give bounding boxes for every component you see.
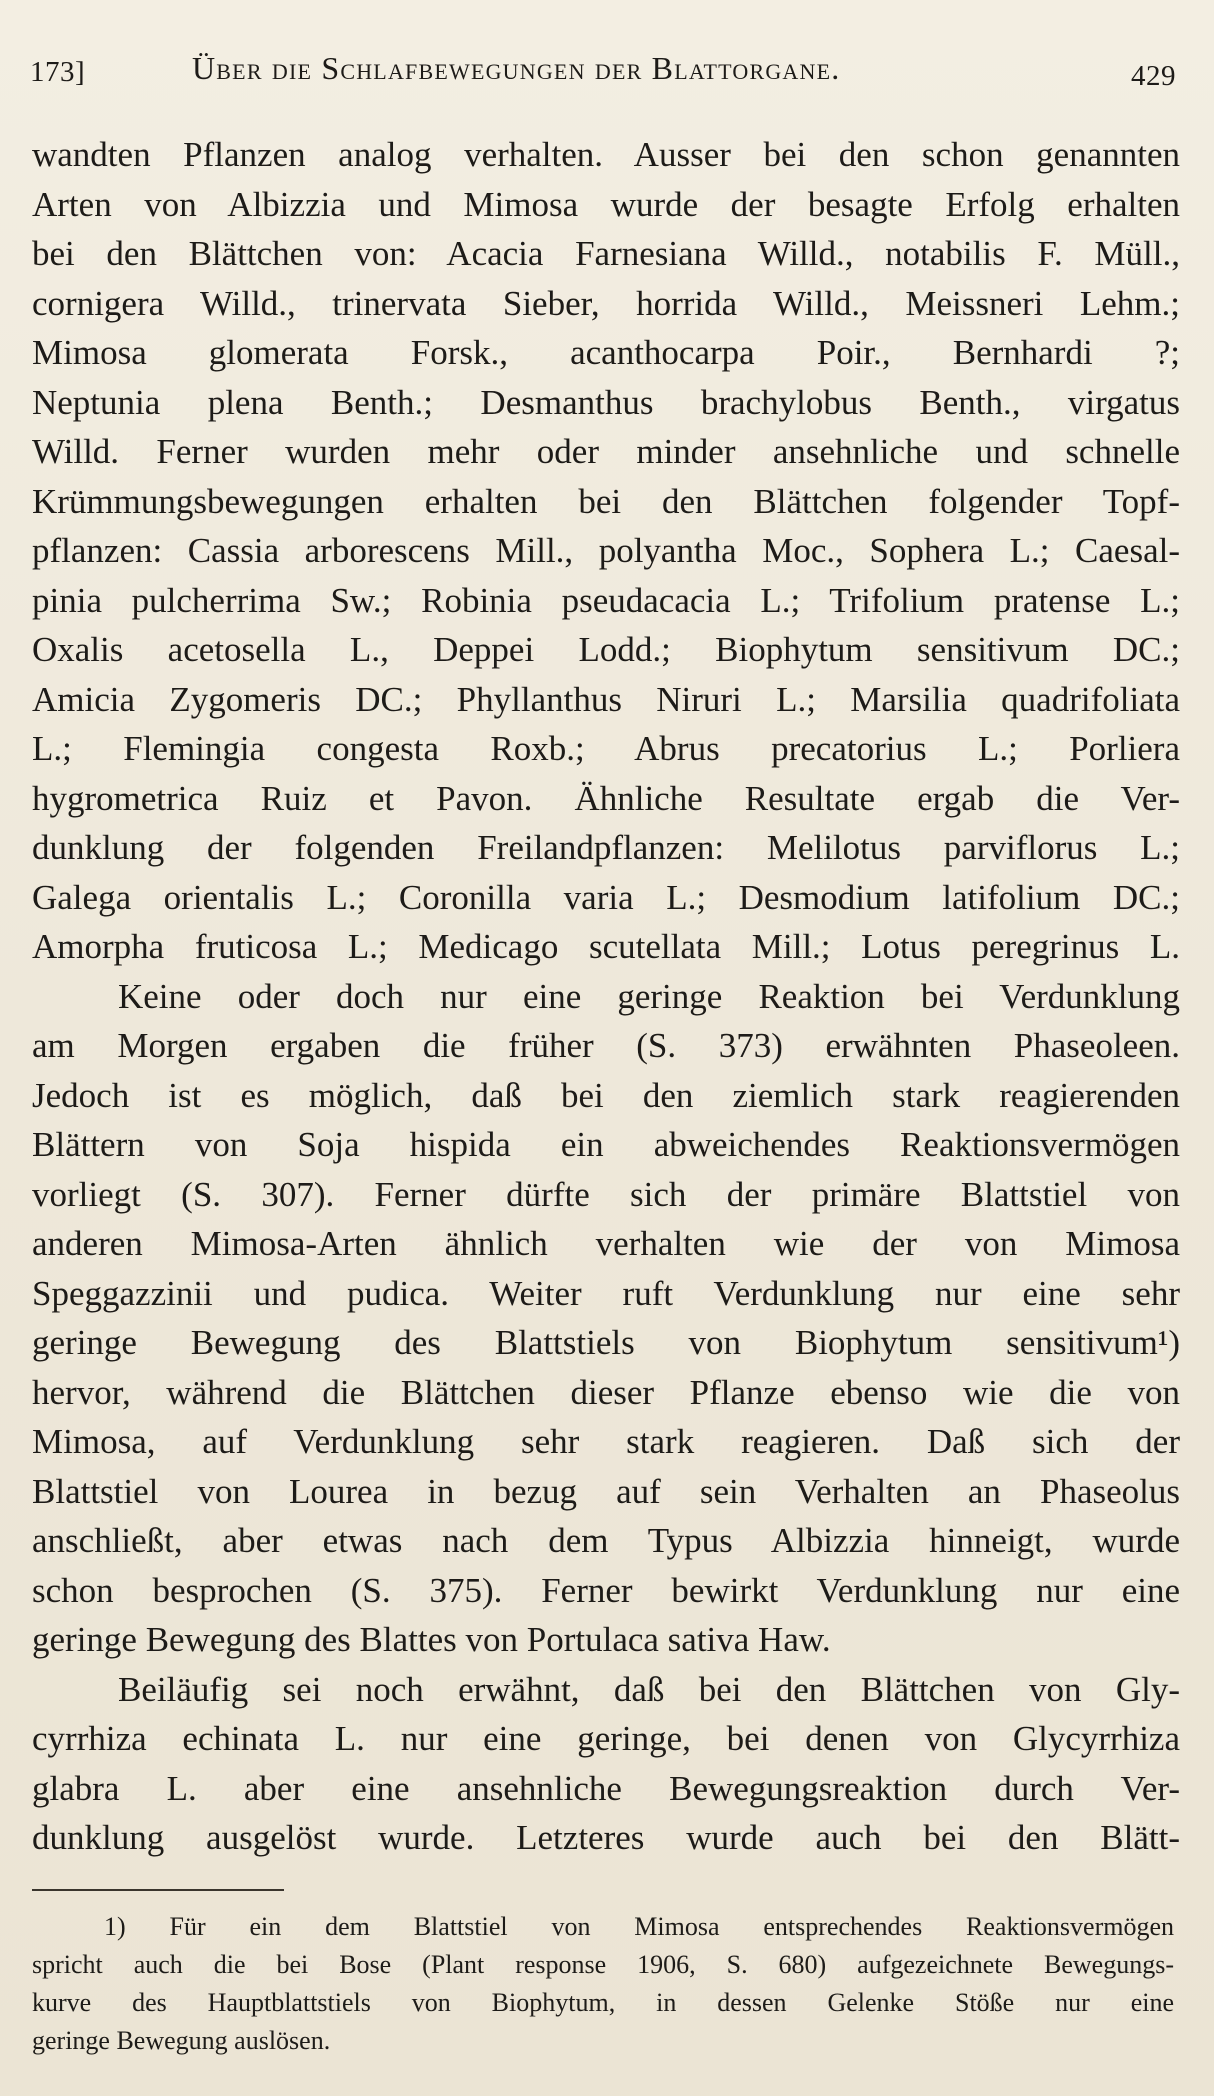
text-line: wandten Pflanzen analog verhalten. Ausser bei den schon genannten bbox=[32, 135, 1180, 174]
text-line: geringe Bewegung des Blattes von Portulaca sativa Haw. bbox=[32, 1620, 831, 1659]
text-line: cyrrhiza echinata L. nur eine geringe, bei denen von Glycyrrhiza bbox=[32, 1719, 1180, 1758]
section-marker: 173] bbox=[30, 56, 86, 88]
running-head bbox=[30, 46, 1176, 96]
text-line: anderen Mimosa-Arten ähnlich verhalten wie der von Mimosa bbox=[32, 1224, 1180, 1263]
text-line: L.; Flemingia congesta Roxb.; Abrus precatorius L.; Porliera bbox=[32, 729, 1180, 768]
text-line: dunklung ausgelöst wurde. Letzteres wurde auch bei den Blätt- bbox=[32, 1818, 1180, 1857]
text-line: geringe Bewegung des Blattstiels von Biophytum sensitivum¹) bbox=[32, 1323, 1180, 1362]
text-line: Amorpha fruticosa L.; Medicago scutellata Mill.; Lotus peregrinus L. bbox=[32, 927, 1180, 966]
footnotes bbox=[32, 1908, 1174, 2060]
page-number: 429 bbox=[1131, 60, 1176, 92]
footnote-rule bbox=[32, 1889, 284, 1891]
text-line: pflanzen: Cassia arborescens Mill., polyantha Moc., Sophera L.; Caesal- bbox=[32, 531, 1180, 570]
text-line: pinia pulcherrima Sw.; Robinia pseudacacia L.; Trifolium pratense L.; bbox=[32, 580, 1180, 620]
text-line: hygrometrica Ruiz et Pavon. Ähnliche Resultate ergab die Ver- bbox=[32, 778, 1180, 818]
text-line: Mimosa glomerata Forsk., acanthocarpa Poir., Bernhardi ?; bbox=[32, 333, 1180, 372]
text-line: Keine oder doch nur eine geringe Reaktion bei Verdunklung bbox=[118, 976, 1180, 1016]
text-line: Beiläufig sei noch erwähnt, daß bei den Blättchen von Gly- bbox=[118, 1669, 1180, 1709]
text-line: bei den Blättchen von: Acacia Farnesiana Willd., notabilis F. Müll., bbox=[32, 234, 1180, 273]
text-line: Oxalis acetosella L., Deppei Lodd.; Biophytum sensitivum DC.; bbox=[32, 630, 1180, 669]
text-line: cornigera Willd., trinervata Sieber, horrida Willd., Meissneri Lehm.; bbox=[32, 283, 1180, 323]
text-line: schon besprochen (S. 375). Ferner bewirkt Verdunklung nur eine bbox=[32, 1570, 1180, 1610]
text-line: Amicia Zygomeris DC.; Phyllanthus Niruri L.; Marsilia quadrifoliata bbox=[32, 679, 1180, 719]
text-line: Galega orientalis L.; Coronilla varia L.; Desmodium latifolium DC.; bbox=[32, 877, 1180, 917]
text-line: glabra L. aber eine ansehnliche Bewegungsreaktion durch Ver- bbox=[32, 1768, 1180, 1808]
footnote-line: 1) Für ein dem Blattstiel von Mimosa entsprechendes Reaktionsvermögen bbox=[104, 1912, 1174, 1941]
text-line: vorliegt (S. 307). Ferner dürfte sich der primäre Blattstiel von bbox=[32, 1174, 1180, 1214]
text-line: anschließt, aber etwas nach dem Typus Albizzia hinneigt, wurde bbox=[32, 1521, 1180, 1560]
footnote-line: geringe Bewegung auslösen. bbox=[32, 2026, 331, 2055]
text-line: Willd. Ferner wurden mehr oder minder ansehnliche und schnelle bbox=[32, 432, 1180, 471]
body-text bbox=[32, 130, 1180, 1863]
text-line: Krümmungsbewegungen erhalten bei den Blättchen folgender Topf- bbox=[32, 481, 1180, 521]
footnote-line: kurve des Hauptblattstiels von Biophytum, in dessen Gelenke Stöße nur eine bbox=[32, 1988, 1174, 2017]
running-title: Über die Schlafbewegungen der Blattorgane. bbox=[192, 50, 841, 86]
text-line: Arten von Albizzia und Mimosa wurde der besagte Erfolg erhalten bbox=[32, 184, 1180, 224]
text-line: Blattstiel von Lourea in bezug auf sein Verhalten an Phaseolus bbox=[32, 1471, 1180, 1511]
text-line: am Morgen ergaben die früher (S. 373) erwähnten Phaseoleen. bbox=[32, 1026, 1180, 1065]
text-line: hervor, während die Blättchen dieser Pflanze ebenso wie die von bbox=[32, 1372, 1180, 1412]
text-line: Blättern von Soja hispida ein abweichendes Reaktionsvermögen bbox=[32, 1125, 1180, 1164]
text-line: Neptunia plena Benth.; Desmanthus brachylobus Benth., virgatus bbox=[32, 382, 1180, 422]
text-line: Mimosa, auf Verdunklung sehr stark reagieren. Daß sich der bbox=[32, 1422, 1180, 1461]
text-line: dunklung der folgenden Freilandpflanzen: Melilotus parviflorus L.; bbox=[32, 828, 1180, 867]
text-line: Speggazzinii und pudica. Weiter ruft Verdunklung nur eine sehr bbox=[32, 1273, 1180, 1313]
footnote-line: spricht auch die bei Bose (Plant response 1906, S. 680) aufgezeichnete Bewegungs- bbox=[32, 1950, 1174, 1979]
text-line: Jedoch ist es möglich, daß bei den ziemlich stark reagierenden bbox=[32, 1075, 1180, 1115]
